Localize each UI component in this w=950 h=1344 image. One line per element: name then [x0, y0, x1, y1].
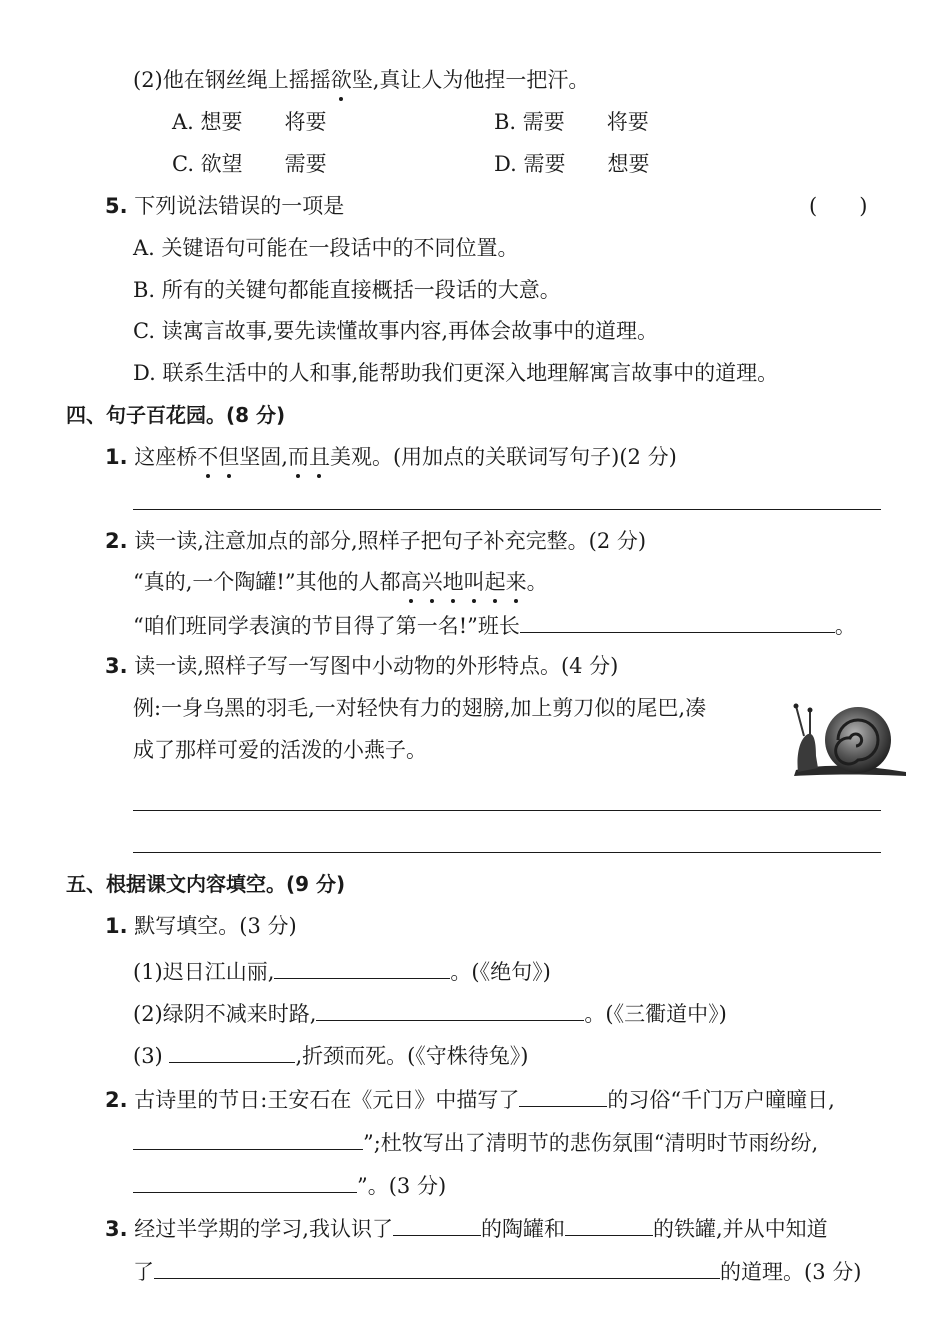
- section-5-title: 五、根据课文内容填空。(9 分): [66, 872, 346, 896]
- emphasis-dot-char: 叫: [463, 570, 485, 594]
- q4-2-option-c[interactable]: C. 欲望 需要: [172, 152, 327, 176]
- emphasis-dot-char: 而: [287, 445, 309, 469]
- s5-q2-line1: 2. 古诗里的节日:王安石在《元日》中描写了 的习俗“千门万户曈曈日,: [105, 1084, 835, 1114]
- q4-2-stem: (2)他在钢丝绳上摇摇欲坠,真让人为他捏一把汗。: [133, 68, 590, 92]
- s5-q1-blank-3[interactable]: [169, 1040, 295, 1063]
- s4-q2-blank[interactable]: [520, 610, 835, 633]
- s5-q1-blank-2[interactable]: [316, 998, 584, 1021]
- s4-q3-example-line1: 例:一身乌黑的羽毛,一对轻快有力的翅膀,加上剪刀似的尾巴,凑: [133, 696, 707, 720]
- q4-2-option-d[interactable]: D. 需要 想要: [494, 152, 650, 176]
- s5-q1-line2: (2)绿阴不减来时路, 。(《三衢道中》): [133, 998, 727, 1028]
- s5-q1-line1: (1)迟日江山丽, 。(《绝句》): [133, 956, 551, 986]
- emphasis-dot-char: 且: [308, 445, 330, 469]
- section-4-title: 四、句子百花园。(8 分): [66, 403, 286, 427]
- s5-q2-blank-2[interactable]: [133, 1127, 363, 1150]
- q5-option-c[interactable]: C. 读寓言故事,要先读懂故事内容,再体会故事中的道理。: [133, 319, 659, 343]
- q5-answer-paren[interactable]: ( ): [809, 194, 868, 218]
- s4-q3-example-line2: 成了那样可爱的活泼的小燕子。: [133, 738, 427, 762]
- s5-q3-blank-2[interactable]: [565, 1213, 653, 1236]
- emphasis-dot-char: 欲: [330, 68, 352, 92]
- emphasis-dot-char: 但: [218, 445, 240, 469]
- q4-2-option-a[interactable]: A. 想要 将要: [172, 110, 327, 134]
- s4-q1-answer-line[interactable]: [133, 509, 881, 510]
- s5-q3-blank-1[interactable]: [393, 1213, 481, 1236]
- s5-q1-blank-1[interactable]: [274, 956, 450, 979]
- emphasis-dot-char: 起: [484, 570, 506, 594]
- emphasis-dot-char: 来: [505, 570, 527, 594]
- s4-q2-example: “真的,一个陶罐!”其他的人都高兴地叫起来。: [133, 570, 548, 594]
- q4-2-option-b[interactable]: B. 需要 将要: [494, 110, 649, 134]
- emphasis-dot-char: 不: [197, 445, 219, 469]
- s5-q2-blank-3[interactable]: [133, 1170, 357, 1193]
- s4-q3-answer-line-2[interactable]: [133, 852, 881, 853]
- s5-q3-line2: 了 的道理。(3 分): [133, 1256, 861, 1286]
- snail-picture: [788, 698, 910, 778]
- s5-q2-line2: ”;杜牧写出了清明节的悲伤氛围“清明时节雨纷纷,: [133, 1127, 818, 1157]
- q5-stem: 5. 下列说法错误的一项是: [105, 194, 345, 218]
- s5-q3-line1: 3. 经过半学期的学习,我认识了 的陶罐和 的铁罐,并从中知道: [105, 1213, 828, 1243]
- s5-q1-line3: (3) ,折颈而死。(《守株待兔》): [133, 1040, 529, 1070]
- q5-option-d[interactable]: D. 联系生活中的人和事,能帮助我们更深入地理解寓言故事中的道理。: [133, 361, 779, 385]
- emphasis-dot-char: 兴: [421, 570, 443, 594]
- s4-q3-stem: 3. 读一读,照样子写一写图中小动物的外形特点。(4 分): [105, 654, 619, 678]
- q5-option-b[interactable]: B. 所有的关键句都能直接概括一段话的大意。: [133, 278, 561, 302]
- s4-q1-stem: 1. 这座桥不但坚固,而且美观。(用加点的关联词写句子)(2 分): [105, 445, 677, 469]
- s4-q3-answer-line-1[interactable]: [133, 810, 881, 811]
- emphasis-dot-char: 地: [442, 570, 464, 594]
- s4-q2-stem: 2. 读一读,注意加点的部分,照样子把句子补充完整。(2 分): [105, 529, 647, 553]
- s5-q3-blank-3[interactable]: [154, 1256, 720, 1279]
- emphasis-dot-char: 高: [400, 570, 422, 594]
- s4-q2-fill: “咱们班同学表演的节目得了第一名!”班长 。: [133, 610, 856, 640]
- q5-option-a[interactable]: A. 关键语句可能在一段话中的不同位置。: [133, 236, 519, 260]
- s5-q2-blank-1[interactable]: [519, 1084, 607, 1107]
- s5-q2-line3: ”。(3 分): [133, 1170, 446, 1200]
- s5-q1-stem: 1. 默写填空。(3 分): [105, 914, 297, 938]
